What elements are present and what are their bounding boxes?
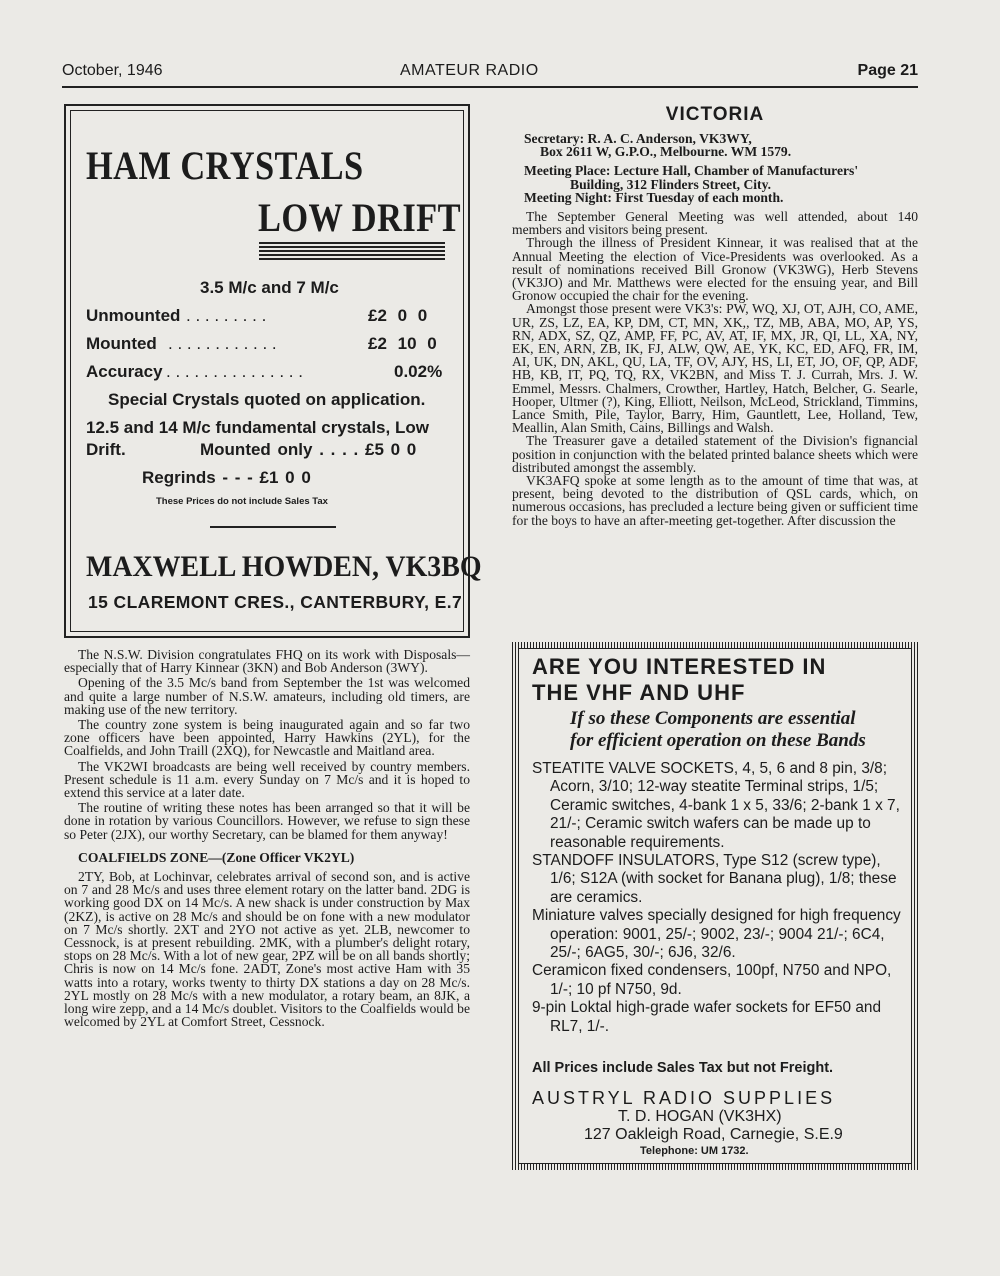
victoria-column-text (512, 132, 918, 527)
list-item: STEATITE VALVE SOCKETS, 4, 5, 6 and 8 pin, 3/8; Acorn, 3/10; 12-way steatite Terminal strips, 1/5; Ceramic switches, 4-bank 1 x 5, 33/6; 2-bank 1 x 7, 21/-; Ceramic switch wafers can be made up to reasonable requirements. (532, 760, 900, 851)
price-label-unmounted: Unmounted (86, 306, 181, 325)
regrinds-price: Regrinds - - - £1 0 0 (142, 468, 311, 487)
coalfields-subheading: COALFIELDS ZONE—(Zone Officer VK2YL) (78, 849, 355, 865)
crystals-advert (64, 104, 482, 638)
list-item: 9-pin Loktal high-grade wafer sockets for EF50 and RL7, 1/-. (532, 999, 882, 1035)
advert-title-ham-crystals: HAM CRYSTALS (86, 143, 364, 188)
paragraph: Opening of the 3.5 Mc/s band from September the 1st was welcomed and quite a large number of N.S.W. amateurs, including old timers, are making use of the new territory. (64, 675, 470, 717)
list-item: STANDOFF INSULATORS, Type S12 (screw type), 1/6; S12A (with socket for Banana plug), 1/8; these are ceramics. (532, 852, 897, 906)
meeting-night: Meeting Night: First Tuesday of each month. (524, 189, 784, 205)
secretary-line2: Box 2611 W, G.P.O., Melbourne. WM 1579. (540, 144, 792, 160)
paragraph: The country zone system is being inaugurated again and so far two zone officers have been appointed, Harry Hawkins (2YL), for the Coalfields, and John Traill (2XQ), for Newcastle and Maitland area. (64, 717, 470, 759)
paragraph: Amongst those present were VK3's: PW, WQ, XJ, OT, AJH, CO, AME, UR, ZS, LZ, EA, KP, DM, CT, MN, XK,, TZ, MB, ABA, MO, AP, YS, RN, ADX, SZ, QZ, AMP, FF, PC, AV, AT, IF, MX, JR, QI, LL, XA, NY, EK, EN, ARN, ZB, IK, FJ, ALW, QW, AE, YK, KC, ED, AFQ, FR, IM, AI, UK, DN, AKL, QU, LA, TF, OV, AJY, HS, LI, ET, JO, OF, QP, ADF, HB, KB, IT, PQ, TQ, RX, VK2BN, and Miss T. J. Currah, Mrs. J. W. Emmel, Messrs. Chalmers, Crowther, Hartley, Hatch, Belcher, G. Searle, Hooper, Ultmer (?), King, Elliott, Neilson, McLeod, Strickland, Timmins, Lance Smith, Pile, Taylor, Barry, Him, Gauntlett, Lee, Holland, Tew, Meallin, Alan Smith, Cains, Billings and Walsh. (512, 301, 918, 436)
advert-headline-line1: ARE YOU INTERESTED IN (532, 654, 827, 679)
meeting-place-line2: Building, 312 Flinders Street, City. (570, 176, 772, 192)
special-crystals-note: Special Crystals quoted on application. (108, 390, 426, 409)
issue-date: October, 1946 (62, 62, 163, 79)
firm-address: 127 Oakleigh Road, Carnegie, S.E.9 (584, 1126, 843, 1143)
price-value-mounted: £2 10 0 (368, 334, 437, 353)
firm-telephone: Telephone: UM 1732. (640, 1145, 749, 1157)
price-label-mounted: Mounted (86, 334, 157, 353)
left-column-text (64, 648, 470, 1028)
component-list (532, 760, 902, 1036)
paragraph: Through the illness of President Kinnear, it was realised that at the Annual Meeting the election of Vice-Presidents was overlooked. As a result of nominations received Bill Gronow (VK3WG), Herb Stevens (VK3JO) and Mr. Matthews were elected for the ensuing year, and Bill Gronow occupied the chair for the evening. (512, 235, 918, 304)
price-value-accuracy: 0.02% (394, 362, 443, 381)
list-item: Ceramicon fixed condensers, 100pf, N750 and NPO, 1/-; 10 pf N750, 9d. (532, 962, 892, 998)
paragraph: The VK2WI broadcasts are being well received by country members. Present schedule is 11 a.m. every Sunday on 7 Mc/s and it is hoped to extend this service at a later date. (64, 758, 470, 801)
paragraph: The N.S.W. Division congratulates FHQ on its work with Disposals—especially that of Harry Kinnear (3KN) and Bob Anderson (3WY). (64, 647, 470, 676)
price-leader-dots: . . . . . . . . . (186, 306, 267, 325)
freight-note: All Prices include Sales Tax but not Freight. (532, 1060, 834, 1076)
decorative-rule-lines (259, 242, 445, 260)
advert-subhead-line1: If so these Components are essential (570, 708, 856, 729)
secretary-line1: Secretary: R. A. C. Anderson, VK3WY, (524, 131, 752, 146)
fundamental-crystals-price: Mounted only . . . . £5 0 0 (200, 440, 417, 459)
page-header (62, 62, 918, 84)
page-number: Page 21 (857, 62, 918, 79)
magazine-title: AMATEUR RADIO (400, 62, 539, 79)
price-leader-dots: . . . . . . . . . . . . . . . (166, 362, 303, 381)
paragraph: VK3AFQ spoke at some length as to the amount of time that was, at present, being devoted to the distribution of QSL cards, which, on numerous occasions, has precluded a lecture being given or sufficient time for the boys to have an after-meeting get-together. After discussion the (512, 473, 918, 528)
crystal-bands: 3.5 M/c and 7 M/c (200, 278, 339, 297)
paragraph: The Treasurer gave a detailed statement of the Division's fignancial position in conjunction with the belated printed balance sheets which were distributed amongst the assembly. (512, 433, 918, 475)
advert-headline-line2: THE VHF AND UHF (532, 680, 746, 705)
fundamental-crystals-line2-start: Drift. (86, 440, 126, 459)
advertiser-address: 15 CLAREMONT CRES., CANTERBURY, E.7 (88, 592, 463, 612)
firm-name: AUSTRYL RADIO SUPPLIES (532, 1088, 836, 1108)
price-label-accuracy: Accuracy (86, 362, 163, 381)
header-rule (62, 86, 918, 88)
paragraph: The routine of writing these notes has been arranged so that it will be done in rotation by various Councillors. However, we refuse to sign these so Peter (2JX), our worthy Secretary, can be blamed for them anyway! (64, 800, 470, 842)
advertiser-name: MAXWELL HOWDEN, VK3BQ (86, 550, 482, 583)
advert-subhead-line2: for efficient operation on these Bands (570, 730, 866, 751)
fundamental-crystals-line1: 12.5 and 14 M/c fundamental crystals, Low (86, 418, 429, 437)
victoria-heading: VICTORIA (665, 104, 765, 125)
advert-title-low-drift: LOW DRIFT (258, 195, 461, 240)
price-leader-dots: . . . . . . . . . . . . (168, 334, 277, 353)
coalfields-paragraph: 2TY, Bob, at Lochinvar, celebrates arrival of second son, and is active on 7 and 28 Mc/s and uses three element rotary on the latter band. 2DG is working good DX on 14 Mc/s. A new shack is under construction by Max (2KZ), is active on 28 Mc/s and should be on fone with a new modulator on 7 Mc/s shortly. 2XT and 2YO not active as yet. 2LB, newcomer to Cessnock, is at present rebuilding. 2MK, with a plumber's delight rotary, stops on 28 Mc/s. With a lot of new gear, 2PZ will be on all bands shortly; Chris is now on 14 Mc/s fone. 2ADT, Zone's most active Ham with 35 watts into a rotary, works twenty to thirty DX stations a day on 28 Mc/s. 2YL mostly on 28 Mc/s with a new modulator, a rotary beam, an 8JK, a long wire zepp, and a 14 Mc/s doublet. Visitors to the Coalfields would be welcomed by 2YL at Comfort Street, Cessnock. (64, 869, 470, 1030)
price-value-unmounted: £2 0 0 (368, 306, 428, 325)
list-item: Miniature valves specially designed for high frequency operation: 9001, 25/-; 9002, 23/-; 9004 21/-; 6C4, 25/-; 6AG5, 30/-; 6J6, 32/6. (532, 907, 901, 962)
proprietor: T. D. HOGAN (VK3HX) (618, 1108, 782, 1125)
paragraph: The September General Meeting was well attended, about 140 members and visitors being present. (512, 209, 918, 238)
sales-tax-note: These Prices do not include Sales Tax (156, 496, 328, 507)
meeting-place-line1: Meeting Place: Lecture Hall, Chamber of Manufacturers' (524, 163, 859, 179)
separator-rule (210, 526, 336, 528)
